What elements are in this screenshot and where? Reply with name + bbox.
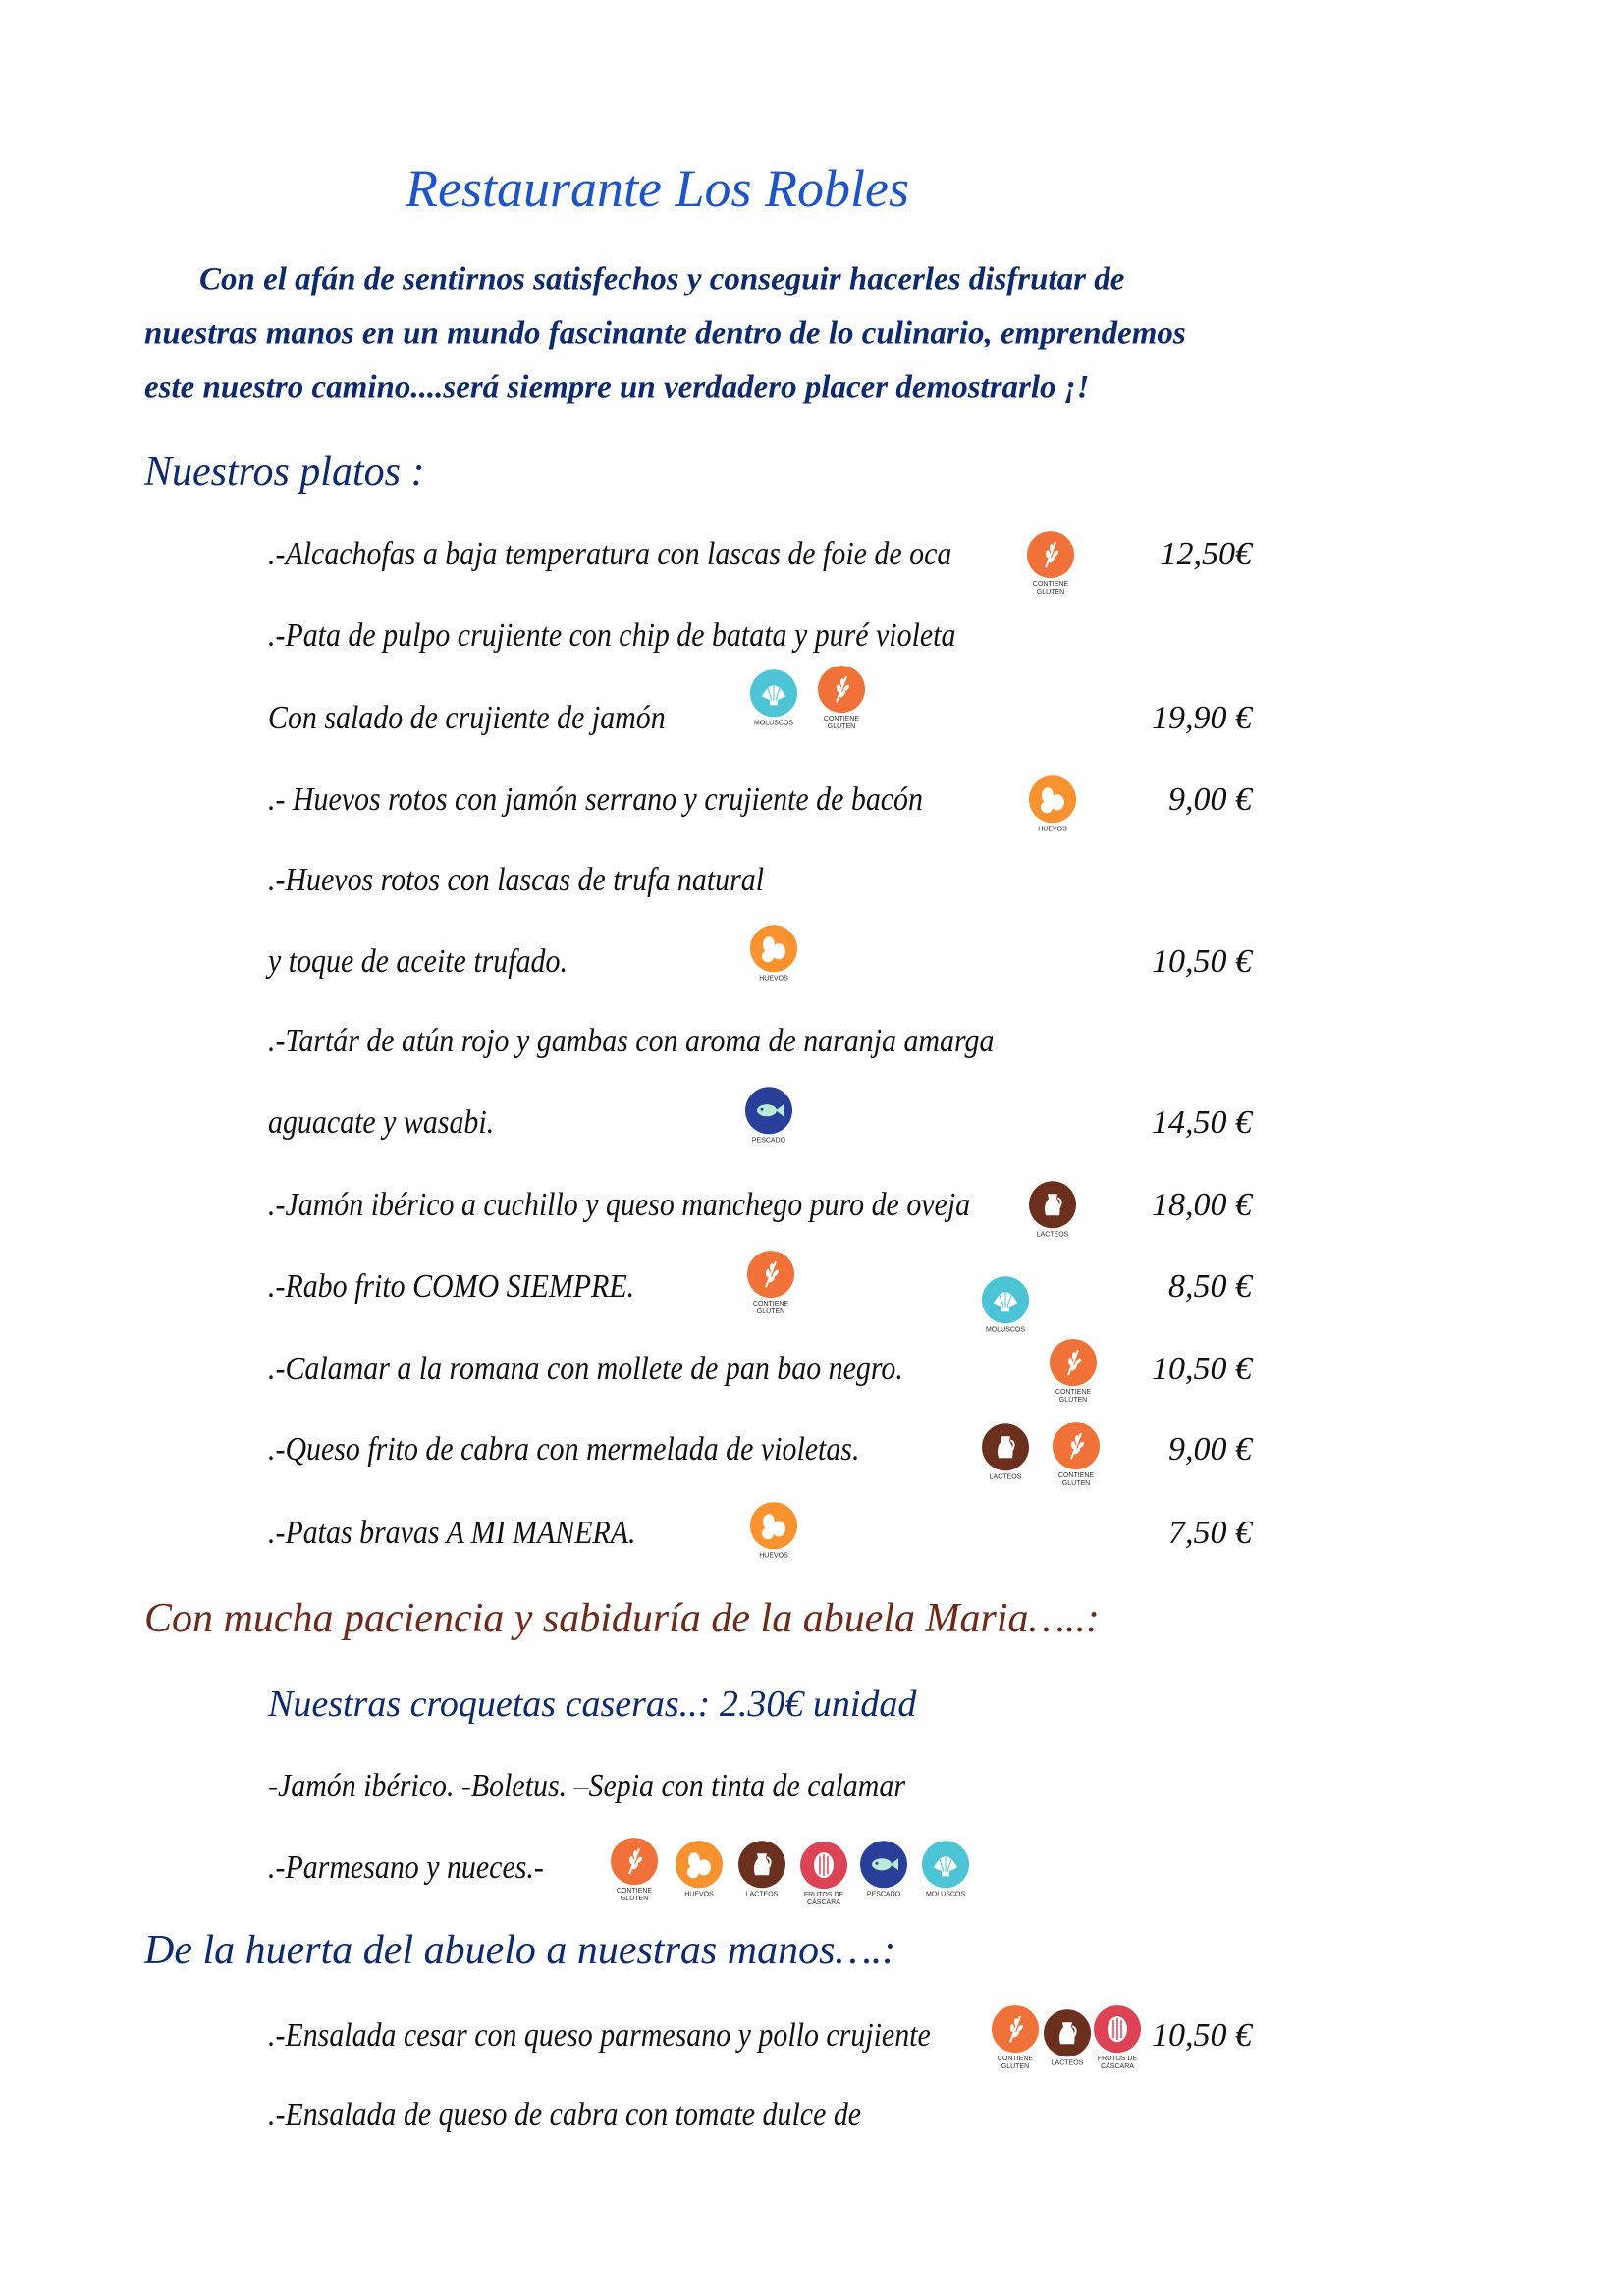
salad-line: .-Ensalada de queso de cabra con tomate dulce de [268, 2097, 862, 2133]
moluscos-allergen-icon [976, 1276, 1035, 1334]
dish-price: 19,90 € [1152, 700, 1252, 736]
lacteos-allergen-icon [732, 1841, 791, 1898]
section-heading-abuela: Con mucha paciencia y sabiduría de la abuela Maria…..: [144, 1596, 1100, 1641]
gluten-allergen-icon [812, 666, 871, 732]
lacteos-badge [982, 1423, 1029, 1470]
gluten-allergen-icon [1047, 1422, 1106, 1489]
dish-price: 9,00 € [1168, 1431, 1252, 1468]
dish-price: 14,50 € [1152, 1104, 1252, 1141]
pescado-badge [745, 1087, 792, 1134]
dish-price: 9,00 € [1168, 781, 1252, 818]
lacteos-allergen-icon [1023, 1181, 1082, 1239]
dish-line: .-Calamar a la romana con mollete de pan bao negro. [268, 1351, 903, 1387]
gluten-badge [1053, 1422, 1100, 1469]
allergen-label: LACTEOS [989, 1473, 1022, 1481]
moluscos-badge [922, 1841, 969, 1888]
huevos-allergen-icon [1023, 775, 1082, 833]
dish-line: .-Huevos rotos con lascas de trufa natural [268, 862, 765, 898]
allergen-label: MOLUSCOS [985, 1326, 1026, 1334]
frutos-badge [800, 1842, 847, 1889]
huevos-allergen-icon [744, 1502, 803, 1560]
croquetas-heading: Nuestras croquetas caseras..: 2.30€ unidad [268, 1683, 917, 1725]
frutos-badge [1094, 2005, 1141, 2053]
frutos-cascara-allergen-icon [794, 1842, 853, 1908]
allergen-label: HUEVOS [684, 1891, 714, 1898]
allergen-label: LACTEOS [1036, 1231, 1069, 1239]
huevos-badge [676, 1841, 723, 1888]
gluten-badge [992, 2005, 1039, 2053]
huevos-allergen-icon [744, 925, 803, 983]
dish-line: Con salado de crujiente de jamón [268, 700, 666, 736]
dish-line: .- Huevos rotos con jamón serrano y crujiente de bacón [268, 781, 923, 818]
intro-line: este nuestro camino....será siempre un verdadero placer demostrarlo ¡! [144, 369, 1090, 405]
allergen-label: CONTIENE GLUTEN [1057, 1472, 1095, 1488]
allergen-label: CONTIENE GLUTEN [1055, 1389, 1092, 1405]
allergen-label: MOLUSCOS [753, 720, 794, 727]
croquetas-line: -Jamón ibérico. -Boletus. –Sepia con tinta de calamar [268, 1768, 905, 1804]
allergen-label: FRUTOS DE CÁSCARA [803, 1892, 844, 1907]
moluscos-badge [750, 669, 797, 717]
allergen-label: PESCADO [751, 1137, 786, 1145]
gluten-badge [611, 1838, 658, 1885]
huevos-allergen-icon [670, 1841, 729, 1898]
section-heading-platos: Nuestros platos : [144, 450, 425, 495]
frutos-cascara-allergen-icon [1088, 2005, 1147, 2072]
moluscos-badge [982, 1276, 1029, 1323]
lacteos-badge [1044, 2009, 1091, 2056]
gluten-badge [818, 666, 865, 713]
restaurant-title: Restaurante Los Robles [406, 159, 909, 218]
dish-price: 18,00 € [1152, 1187, 1252, 1223]
salad-price: 10,50 € [1152, 2017, 1252, 2054]
dish-line: .-Jamón ibérico a cuchillo y queso manchego puro de oveja [268, 1187, 971, 1223]
dish-line: .-Queso frito de cabra con mermelada de violetas. [268, 1431, 860, 1468]
dish-line: .-Rabo frito COMO SIEMPRE. [268, 1268, 635, 1305]
gluten-allergen-icon [605, 1838, 664, 1904]
intro-line: Con el afán de sentirnos satisfechos y conseguir hacerles disfrutar de [199, 261, 1125, 297]
allergen-label: HUEVOS [1038, 826, 1067, 833]
dish-line: .-Tartár de atún rojo y gambas con aroma de naranja amarga [268, 1023, 995, 1059]
allergen-label: CONTIENE GLUTEN [616, 1888, 653, 1903]
lacteos-badge [738, 1841, 785, 1888]
gluten-allergen-icon [741, 1251, 800, 1317]
dish-price: 12,50€ [1160, 536, 1252, 572]
allergen-label: CONTIENE GLUTEN [752, 1301, 789, 1316]
allergen-label: LACTEOS [745, 1891, 779, 1898]
gluten-badge [1027, 531, 1074, 578]
huevos-badge [750, 1502, 797, 1549]
gluten-badge [1050, 1339, 1097, 1386]
salad-line: .-Ensalada cesar con queso parmesano y pollo crujiente [268, 2017, 931, 2054]
gluten-allergen-icon [1044, 1339, 1103, 1406]
lacteos-badge [1029, 1181, 1076, 1228]
dish-price: 10,50 € [1152, 943, 1252, 980]
lacteos-allergen-icon [976, 1423, 1035, 1481]
allergen-label: FRUTOS DE CÁSCARA [1097, 2056, 1138, 2071]
allergen-label: CONTIENE GLUTEN [823, 716, 860, 731]
dish-price: 7,50 € [1168, 1515, 1252, 1551]
gluten-allergen-icon [986, 2005, 1045, 2072]
section-heading-huerta: De la huerta del abuelo a nuestras manos….: [144, 1928, 896, 1973]
gluten-allergen-icon [1021, 531, 1080, 598]
pescado-allergen-icon [739, 1087, 798, 1145]
allergen-label: HUEVOS [759, 975, 788, 983]
allergen-label: CONTIENE GLUTEN [997, 2056, 1034, 2071]
moluscos-allergen-icon [916, 1841, 975, 1898]
dish-price: 8,50 € [1168, 1268, 1252, 1305]
allergen-label: LACTEOS [1051, 2059, 1084, 2067]
allergen-label: PESCADO [866, 1891, 901, 1898]
huevos-badge [1029, 775, 1076, 823]
allergen-label: CONTIENE GLUTEN [1032, 581, 1069, 597]
dish-line: .-Pata de pulpo crujiente con chip de batata y puré violeta [268, 617, 956, 654]
dish-line: y toque de aceite trufado. [268, 943, 568, 980]
dish-price: 10,50 € [1152, 1351, 1252, 1387]
pescado-allergen-icon [854, 1841, 913, 1898]
allergen-label: HUEVOS [759, 1552, 788, 1560]
allergen-label: MOLUSCOS [925, 1891, 966, 1898]
dish-line: .-Alcachofas a baja temperatura con lascas de foie de oca [268, 536, 952, 572]
gluten-badge [747, 1251, 794, 1298]
moluscos-allergen-icon [744, 669, 803, 727]
croquetas-line: .-Parmesano y nueces.- [268, 1849, 544, 1886]
intro-line: nuestras manos en un mundo fascinante dentro de lo culinario, emprendemos [144, 315, 1186, 351]
pescado-badge [860, 1841, 907, 1888]
dish-line: .-Patas bravas A MI MANERA. [268, 1515, 636, 1551]
huevos-badge [750, 925, 797, 972]
dish-line: aguacate y wasabi. [268, 1104, 495, 1141]
